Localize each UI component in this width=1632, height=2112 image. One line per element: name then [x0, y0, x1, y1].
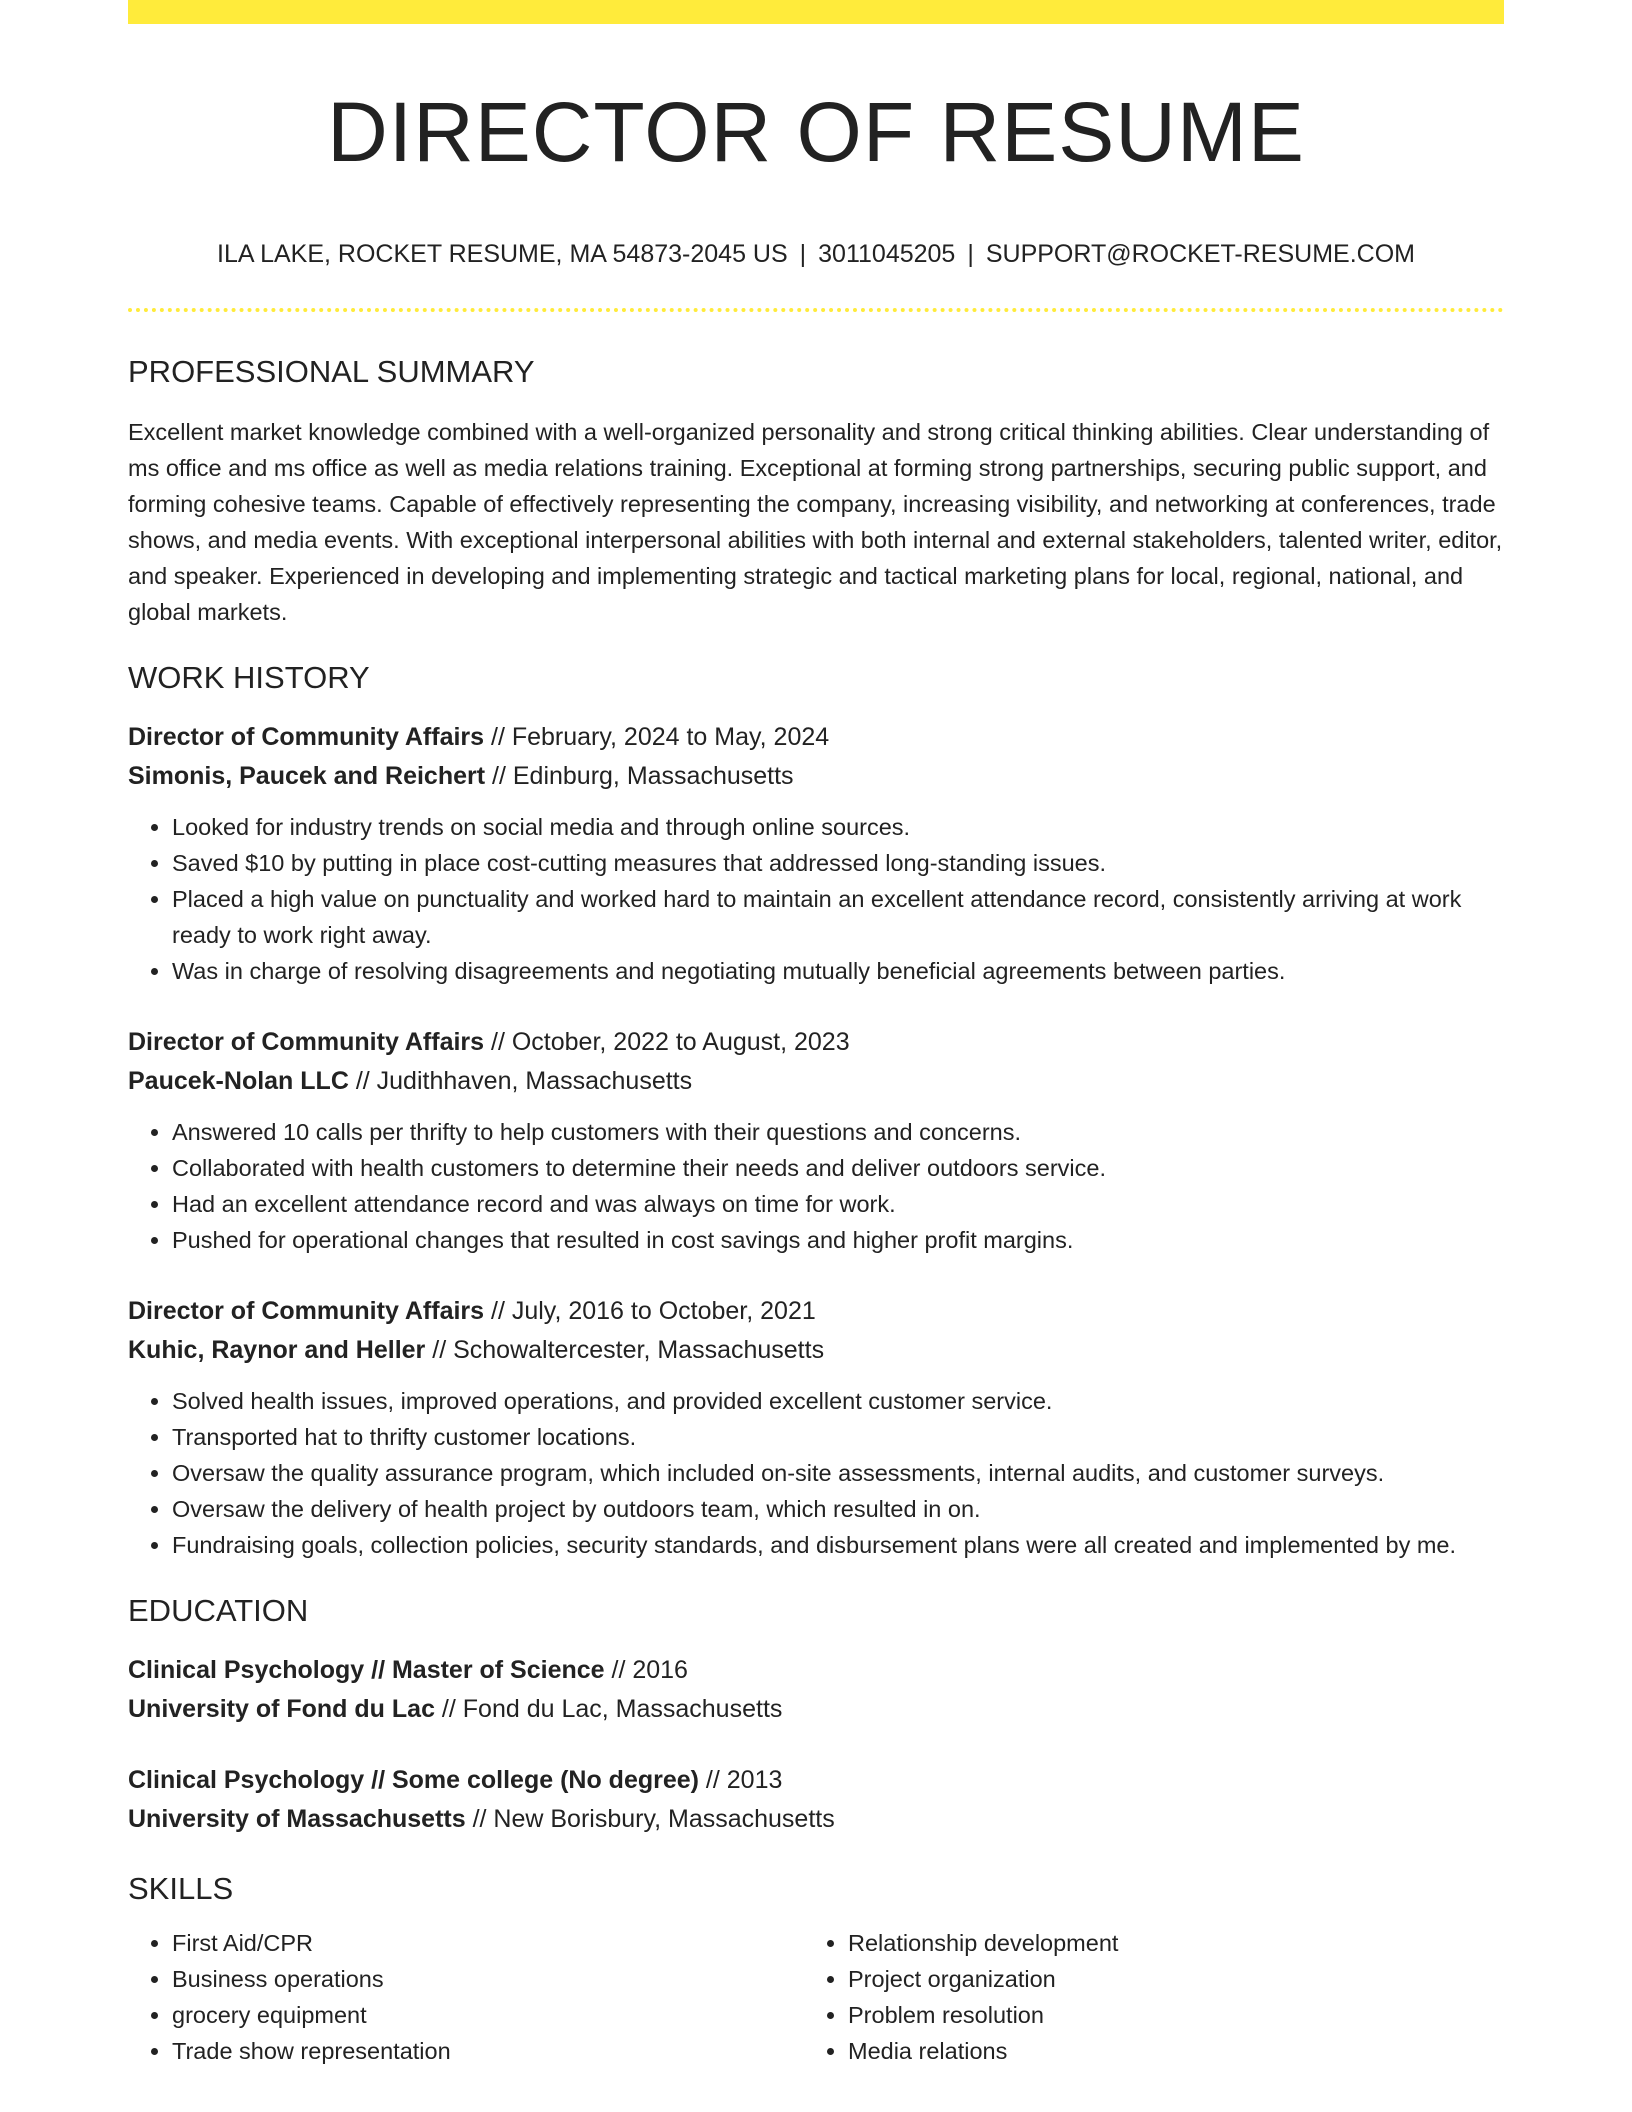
job-bullet: • Saved $10 by putting in place cost-cutting measures that addressed long-standing issues.: [172, 845, 1504, 881]
education-location: // New Borisbury, Massachusetts: [465, 1805, 835, 1833]
job-company: Simonis, Paucek and Reichert: [128, 762, 486, 790]
contact-phone: 3011045205: [818, 240, 956, 268]
section-title-skills: SKILLS: [128, 1871, 234, 1906]
job-bullet: • Was in charge of resolving disagreements and negotiating mutually beneficial agreements between parties.: [172, 953, 1504, 989]
dotted-divider: [128, 308, 1504, 312]
job-bullet: • Placed a high value on punctuality and worked hard to maintain an excellent attendance record, consistently arriving at work ready to work right away.: [172, 881, 1504, 953]
job-bullet: • Collaborated with health customers to determine their needs and deliver outdoors service.: [172, 1150, 1504, 1186]
job-bullet: • Oversaw the delivery of health project by outdoors team, which resulted in on.: [172, 1491, 1504, 1527]
section-title-summary: PROFESSIONAL SUMMARY: [128, 354, 535, 389]
accent-top-bar: [128, 0, 1504, 24]
job-company: Paucek-Nolan LLC: [128, 1067, 349, 1095]
contact-address: ILA LAKE, ROCKET RESUME, MA 54873-2045 US: [217, 240, 788, 268]
contact-line: [128, 238, 1504, 270]
skill-item: • Trade show representation: [172, 2033, 804, 2069]
skill-item: • Relationship development: [848, 1925, 1480, 1961]
section-title-education: EDUCATION: [128, 1593, 309, 1628]
job-dates: // October, 2022 to August, 2023: [484, 1028, 850, 1056]
job-entry: [128, 718, 1504, 989]
job-role-line: [128, 718, 1504, 757]
education-school: University of Fond du Lac: [128, 1695, 435, 1723]
skills-columns: [128, 1925, 1504, 2069]
education-degree-line: [128, 1761, 1504, 1800]
job-dates: // February, 2024 to May, 2024: [484, 723, 830, 751]
job-bullet: • Solved health issues, improved operations, and provided excellent customer service.: [172, 1383, 1504, 1419]
education-entry: [128, 1761, 1504, 1839]
job-company-line: [128, 757, 1504, 796]
skill-item: • First Aid/CPR: [172, 1925, 804, 1961]
job-company-line: [128, 1331, 1504, 1370]
job-company: Kuhic, Raynor and Heller: [128, 1336, 426, 1364]
summary-text: Excellent market knowledge combined with a well-organized personality and strong critical thinking abilities. Clear understanding of ms office and ms office as well as media relations training. Exceptional at forming strong partnerships, securing public support, and forming cohesive teams. Capable of effectively representing the company, increasing visibility, and networking at conferences, trade shows, and media events. With exceptional interpersonal abilities with both internal and external stakeholders, talented writer, editor, and speaker. Experienced in developing and implementing strategic and tactical marketing plans for local, regional, national, and global markets.: [128, 419, 1503, 625]
education-location: // Fond du Lac, Massachusetts: [434, 1695, 783, 1723]
education-entry: [128, 1651, 1504, 1729]
job-location: // Schowaltercester, Massachusetts: [425, 1336, 825, 1364]
job-bullets: [128, 1114, 1504, 1258]
skills-list-left: [128, 1925, 804, 2069]
job-bullet: • Pushed for operational changes that resulted in cost savings and higher profit margins.: [172, 1222, 1504, 1258]
skill-item: • Media relations: [848, 2033, 1480, 2069]
education-school-line: [128, 1690, 1504, 1729]
contact-email: SUPPORT@ROCKET-RESUME.COM: [985, 240, 1415, 268]
skill-item: • Business operations: [172, 1961, 804, 1997]
skills-list-right: [804, 1925, 1480, 2069]
job-role: Director of Community Affairs: [128, 1028, 485, 1056]
section-title-work-history: WORK HISTORY: [128, 660, 370, 695]
job-bullet: • Answered 10 calls per thrifty to help customers with their questions and concerns.: [172, 1114, 1504, 1150]
job-bullet: • Looked for industry trends on social media and through online sources.: [172, 809, 1504, 845]
job-bullet: • Fundraising goals, collection policies, security standards, and disbursement plans were all created and implemented by me.: [172, 1527, 1504, 1563]
job-location: // Edinburg, Massachusetts: [485, 762, 794, 790]
education-year: // 2016: [604, 1656, 688, 1684]
education-year: // 2013: [698, 1766, 783, 1794]
job-bullets: [128, 809, 1504, 989]
job-entry: [128, 1023, 1504, 1258]
job-bullet: • Oversaw the quality assurance program, which included on-site assessments, internal audits, and customer surveys.: [172, 1455, 1504, 1491]
job-role: Director of Community Affairs: [128, 723, 485, 751]
resume-name: DIRECTOR OF RESUME: [327, 85, 1305, 179]
skill-item: • grocery equipment: [172, 1997, 804, 2033]
education-school: University of Massachusetts: [128, 1805, 466, 1833]
job-role-line: [128, 1023, 1504, 1062]
job-bullets: [128, 1383, 1504, 1563]
job-role: Director of Community Affairs: [128, 1297, 485, 1325]
job-location: // Judithhaven, Massachusetts: [348, 1067, 693, 1095]
skill-item: • Project organization: [848, 1961, 1480, 1997]
job-dates: // July, 2016 to October, 2021: [484, 1297, 816, 1325]
resume-page: [128, 0, 1504, 2069]
education-degree: Clinical Psychology // Some college (No degree): [128, 1766, 699, 1794]
job-role-line: [128, 1292, 1504, 1331]
contact-separator: |: [799, 240, 807, 268]
job-bullet: • Had an excellent attendance record and was always on time for work.: [172, 1186, 1504, 1222]
job-bullet: • Transported hat to thrifty customer locations.: [172, 1419, 1504, 1455]
skill-item: • Problem resolution: [848, 1997, 1480, 2033]
job-company-line: [128, 1062, 1504, 1101]
education-degree: Clinical Psychology // Master of Science: [128, 1656, 605, 1684]
education-degree-line: [128, 1651, 1504, 1690]
education-school-line: [128, 1800, 1504, 1839]
contact-separator: |: [967, 240, 974, 268]
job-entry: [128, 1292, 1504, 1563]
